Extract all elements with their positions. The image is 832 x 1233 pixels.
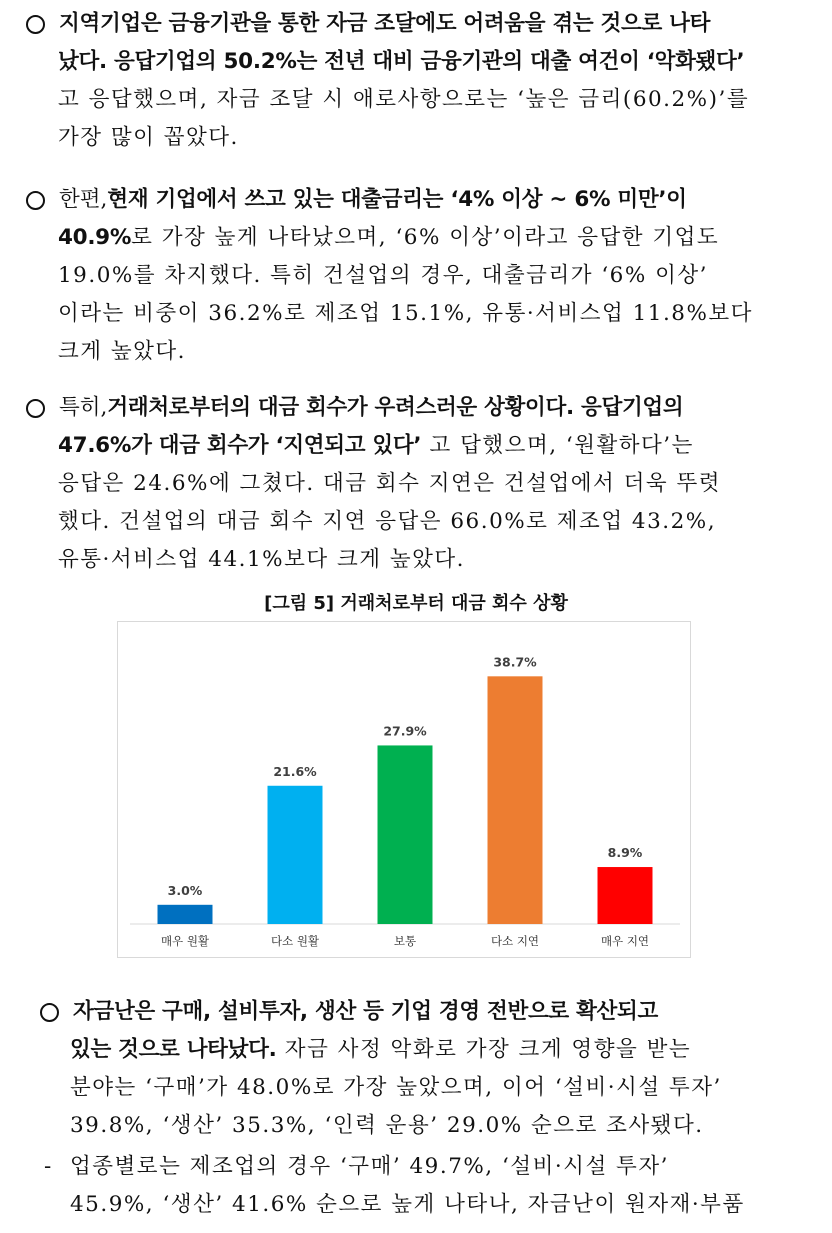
paragraph-5-line-1: 업종별로는 제조업의 경우 ‘구매’ 49.7%, ‘설비·시설 투자’	[70, 1154, 669, 1179]
paragraph-4-line-1-bold: 자금난은 구매, 설비투자, 생산 등 기업 경영 전반으로 확산되고	[73, 999, 658, 1024]
circle-bullet-icon	[26, 15, 45, 34]
bar-2	[268, 786, 323, 924]
paragraph-5-line-2: 45.9%, ‘생산’ 41.6% 순으로 높게 나타나, 자금난이 원자재·부품	[70, 1192, 745, 1217]
circle-bullet-icon	[26, 399, 45, 418]
bar-chart	[117, 621, 691, 958]
category-label-5: 매우 지연	[600, 934, 650, 948]
paragraph-3-line-3: 응답은 24.6%에 그쳤다. 대금 회수 지연은 건설업에서 더욱 뚜렷	[58, 471, 721, 496]
bar-5	[598, 867, 653, 924]
paragraph-3-line-1-bold: 거래처로부터의 대금 회수가 우려스러운 상황이다. 응답기업의	[107, 395, 684, 420]
paragraph-2-line-3: 19.0%를 차지했다. 특히 건설업의 경우, 대출금리가 ‘6% 이상’	[58, 263, 708, 288]
paragraph-2-line-1-bold: 현재 기업에서 쓰고 있는 대출금리는 ‘4% 이상 ~ 6% 미만’이	[107, 187, 687, 212]
paragraph-2-line-2-bold: 40.9%	[58, 225, 132, 250]
data-label-4: 38.7%	[493, 654, 537, 670]
paragraph-4-line-2: 자금 사정 악화로 가장 크게 영향을 받는	[276, 1037, 692, 1062]
circle-bullet-icon	[26, 191, 45, 210]
paragraph-3-lead: 특히,	[59, 395, 108, 420]
data-label-3: 27.9%	[383, 723, 427, 739]
paragraph-3	[22, 389, 812, 579]
data-label-1: 3.0%	[167, 882, 203, 898]
paragraph-5	[22, 1148, 812, 1224]
bar-3	[378, 745, 433, 924]
paragraph-3-line-4: 했다. 건설업의 대금 회수 지연 응답은 66.0%로 제조업 43.2%,	[58, 509, 717, 534]
paragraph-1-line-2: 났다. 응답기업의 50.2%는 전년 대비 금융기관의 대출 여건이 ‘악화됐다’	[58, 49, 745, 74]
dash-bullet: -	[44, 1154, 52, 1179]
paragraph-3-line-2-bold: 47.6%가 대금 회수가 ‘지연되고 있다’	[58, 433, 422, 458]
paragraph-2-line-4: 이라는 비중이 36.2%로 제조업 15.1%, 유통·서비스업 11.8%보다	[58, 301, 753, 326]
paragraph-1-line-4: 가장 많이 꼽았다.	[58, 125, 239, 150]
paragraph-2-lead: 한편,	[59, 187, 108, 212]
paragraph-4	[22, 993, 812, 1145]
data-label-2: 21.6%	[273, 763, 317, 779]
bar-1	[158, 905, 213, 924]
figure-title: [그림 5] 거래처로부터 대금 회수 상황	[264, 593, 568, 614]
paragraph-1-line-1: 지역기업은 금융기관을 통한 자금 조달에도 어려움을 겪는 것으로 나타	[59, 11, 711, 36]
paragraph-3-line-5: 유통·서비스업 44.1%보다 크게 높았다.	[58, 547, 465, 572]
data-label-5: 8.9%	[607, 845, 643, 861]
bar-4	[488, 676, 543, 924]
paragraph-2-line-2: 로 가장 높게 나타났으며, ‘6% 이상’이라고 응답한 기업도	[131, 225, 720, 250]
paragraph-3-line-2: 고 답했으며, ‘원활하다’는	[421, 433, 694, 458]
paragraph-4-line-4: 39.8%, ‘생산’ 35.3%, ‘인력 운용’ 29.0% 순으로 조사됐다.	[70, 1113, 704, 1138]
paragraph-2	[22, 181, 812, 371]
category-label-3: 보통	[393, 934, 417, 948]
paragraph-2-line-5: 크게 높았다.	[58, 339, 187, 364]
paragraph-4-line-2-bold: 있는 것으로 나타났다.	[70, 1037, 277, 1062]
paragraph-1-line-3: 고 응답했으며, 자금 조달 시 애로사항으로는 ‘높은 금리(60.2%)’를	[58, 87, 750, 112]
category-label-1: 매우 원활	[160, 934, 210, 948]
category-label-4: 다소 지연	[490, 934, 540, 948]
category-label-2: 다소 원활	[270, 934, 320, 948]
circle-bullet-icon	[40, 1003, 59, 1022]
bar-chart-svg	[118, 622, 690, 957]
paragraph-4-line-3: 분야는 ‘구매’가 48.0%로 가장 높았으며, 이어 ‘설비·시설 투자’	[70, 1075, 722, 1100]
paragraph-1	[22, 5, 812, 157]
